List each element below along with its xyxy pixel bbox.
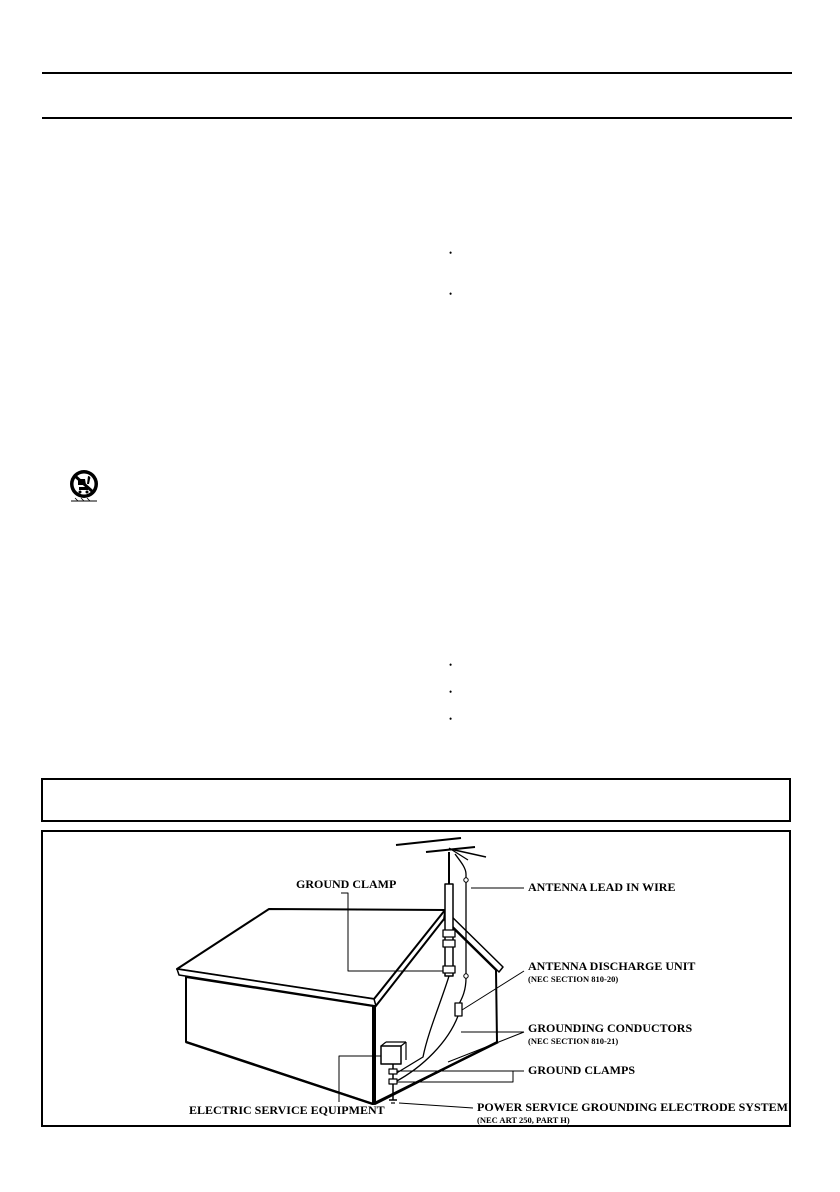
bullet-mark: • (449, 687, 453, 697)
header-bottom-rule (42, 117, 792, 119)
label-ground-clamp: GROUND CLAMP (296, 877, 397, 891)
bullet-mark: • (449, 660, 453, 670)
label-antenna-discharge-unit: ANTENNA DISCHARGE UNIT (528, 959, 696, 973)
header-top-rule (42, 72, 792, 74)
notice-box (41, 778, 791, 822)
bullet-mark: • (449, 289, 453, 299)
cart-warning-icon (67, 468, 103, 504)
label-antenna-discharge-unit-ref: (NEC SECTION 810-20) (528, 974, 619, 984)
bullet-mark: • (449, 248, 453, 258)
label-ground-clamps: GROUND CLAMPS (528, 1063, 635, 1077)
antenna-grounding-diagram (41, 830, 791, 1127)
label-grounding-conductors: GROUNDING CONDUCTORS (528, 1021, 693, 1035)
label-power-service-grounding-ref: (NEC ART 250, PART H) (477, 1115, 570, 1125)
house-antenna-drawing (43, 832, 789, 1125)
label-grounding-conductors-ref: (NEC SECTION 810-21) (528, 1036, 619, 1046)
label-electric-service-equipment: ELECTRIC SERVICE EQUIPMENT (189, 1103, 385, 1117)
label-power-service-grounding: POWER SERVICE GROUNDING ELECTRODE SYSTEM (477, 1100, 788, 1114)
bullet-mark: • (449, 714, 453, 724)
label-antenna-lead-in-wire: ANTENNA LEAD IN WIRE (528, 880, 676, 894)
